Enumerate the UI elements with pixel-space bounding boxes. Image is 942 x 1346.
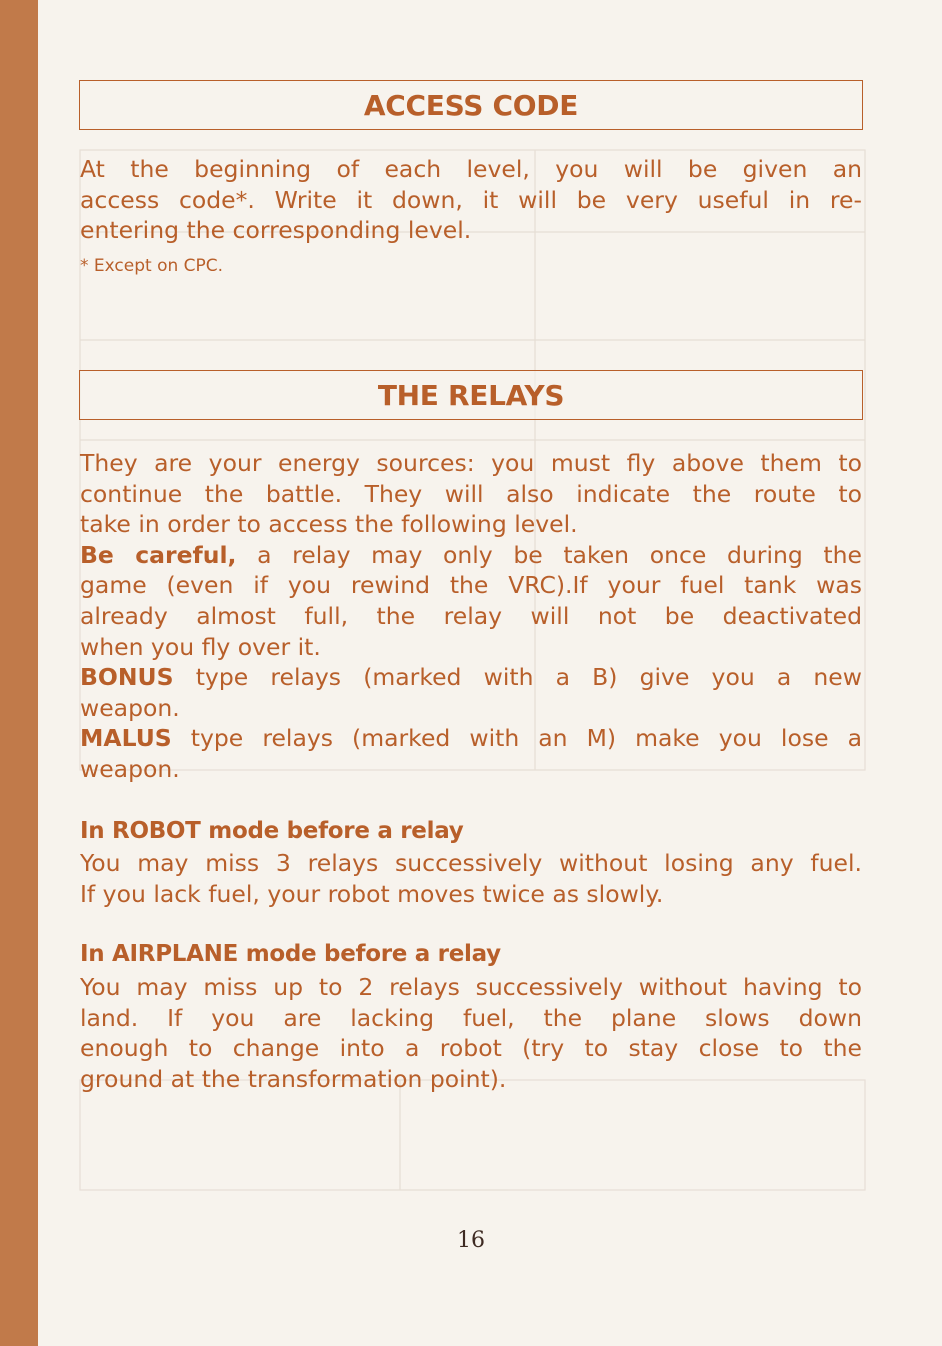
text-line: If you lack fuel, your robot moves twice as slowly. bbox=[80, 879, 664, 908]
text-line: At the beginning of each level, you will be given an bbox=[80, 155, 862, 183]
text-line: entering the corresponding level. bbox=[80, 216, 472, 245]
relays-heading-box bbox=[79, 370, 863, 420]
text-line: You may miss up to 2 relays successively without having to bbox=[80, 973, 862, 1001]
text-line: They are your energy sources: you must fly above them to bbox=[80, 449, 862, 477]
text-fragment: type relays (marked with an M) make you lose a bbox=[171, 724, 862, 753]
text-line: weapon. bbox=[80, 754, 180, 783]
text-line: You may miss 3 relays successively without losing any fuel. bbox=[80, 849, 862, 877]
airplane-mode-paragraph bbox=[80, 972, 862, 1094]
malus-line bbox=[80, 723, 862, 754]
access-code-paragraph bbox=[80, 154, 862, 246]
bonus-line bbox=[80, 662, 862, 693]
relays-title: THE RELAYS bbox=[377, 378, 565, 412]
access-code-title: ACCESS CODE bbox=[363, 88, 579, 122]
text-line: when you fly over it. bbox=[80, 632, 321, 661]
relays-paragraph bbox=[80, 448, 862, 785]
text-line: enough to change into a robot (try to stay close to the bbox=[80, 1034, 862, 1063]
page-number: 16 bbox=[457, 1228, 485, 1253]
robot-mode-paragraph bbox=[80, 848, 862, 909]
text-line: game (even if you rewind the VRC).If your fuel tank was bbox=[80, 571, 862, 600]
text-line: access code*. Write it down, it will be very useful in re- bbox=[80, 185, 862, 214]
binding-spine bbox=[0, 0, 38, 1346]
text-line: take in order to access the following level. bbox=[80, 510, 578, 539]
malus-label: MALUS bbox=[80, 724, 172, 753]
access-code-footnote: * Except on CPC. bbox=[80, 256, 224, 276]
bonus-label: BONUS bbox=[80, 663, 174, 692]
text-line: continue the battle. They will also indicate the route to bbox=[80, 479, 862, 508]
text-fragment: a relay may only be taken once during the bbox=[236, 540, 862, 569]
text-line: weapon. bbox=[80, 693, 180, 722]
robot-mode-heading: In ROBOT mode before a relay bbox=[80, 818, 464, 844]
text-fragment: type relays (marked with a B) give you a new bbox=[173, 663, 862, 692]
access-code-heading-box bbox=[79, 80, 863, 130]
text-line: ground at the transformation point). bbox=[80, 1064, 507, 1093]
airplane-mode-heading: In AIRPLANE mode before a relay bbox=[80, 941, 501, 967]
text-line: already almost full, the relay will not be deactivated bbox=[80, 601, 862, 630]
careful-label: Be careful, bbox=[80, 540, 237, 569]
careful-line bbox=[80, 540, 862, 571]
text-line: land. If you are lacking fuel, the plane slows down bbox=[80, 1003, 862, 1032]
